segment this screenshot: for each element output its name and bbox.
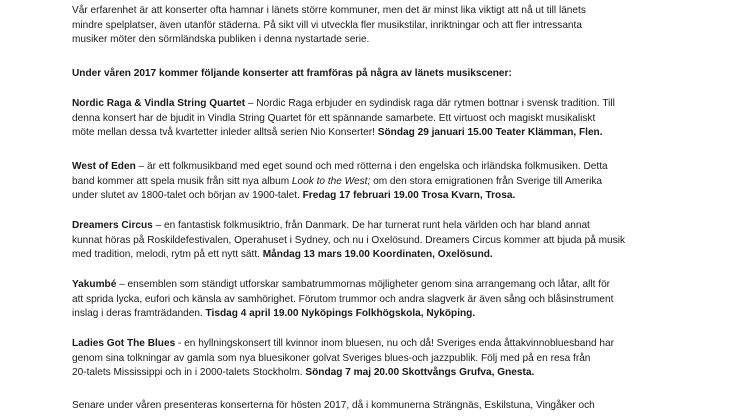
concert-description: band kommer att spela musik från sitt nya album <box>72 175 292 187</box>
concert-line <box>72 97 615 112</box>
closing-paragraph: Senare under våren presenteras konserterna för hösten 2017, då i kommunerna Strängnäs, Eskilstuna, Vingåker och <box>72 400 595 411</box>
concert-description: 20-talets Mississippi och in i 2000-talets Stockholm. <box>72 367 306 379</box>
concert-name: West of Eden <box>72 161 136 172</box>
concert-line <box>72 337 614 352</box>
concert-description: om den stora emigrationen från Sverige till Amerika <box>370 175 602 187</box>
concert-line <box>72 248 625 263</box>
concert-name: Ladies Got The Blues <box>72 338 176 349</box>
concert-description: inslag i deras framträdanden. <box>72 308 206 320</box>
intro-paragraph <box>72 4 586 48</box>
concert-description: kunnat höras på Roskildefestivalen, Operahuset i Sydney, och nu i Oxelösund. Dreamers Circus kommer att bjuda på musik <box>72 234 625 246</box>
concert-description: - en hyllningskonsert till kvinnor inom bluesen, nu och då! Sveriges enda åttakvinnobluesband har <box>175 338 614 349</box>
concert-description: – en fantastisk folkmusiktrio, från Danmark. De har turnerat runt hela världen och har bland annat <box>152 220 590 231</box>
concert-paragraph-yakumbe <box>72 278 613 322</box>
concert-date: Söndag 29 januari 15.00 Teater Klämman, Flen. <box>377 127 603 139</box>
concert-paragraph-ladies-got-the-blues <box>72 337 614 381</box>
concert-line <box>72 189 608 204</box>
intro-line: musiker möter den sörmländska publiken i denna nystartade serie. <box>72 34 370 46</box>
concert-line <box>72 175 608 190</box>
concert-description: möte mellan dessa två kvartetter inleder alltså serien Nio Konserter! <box>72 127 378 139</box>
concert-paragraph-dreamers-circus <box>72 219 625 263</box>
concert-description: denna konsert har de bjudit in Vindla String Quartet för ett spännande samarbete. Ett virtuost och magiskt musikaliskt <box>72 112 596 124</box>
concert-description: – Nordic Raga erbjuder en sydindisk raga där rytmen bottnar i svensk tradition. Till <box>245 98 615 109</box>
concert-date: Tisdag 4 april 19.00 Nyköpings Folkhögskola, Nyköping. <box>205 308 476 320</box>
concert-line <box>72 278 613 293</box>
concert-description: genom sina tolkningar av gamla som nya bluesikoner golvat Sveriges blues-och jazzpublik. Följ med på en resa från <box>72 352 591 364</box>
concert-paragraph-west-of-eden <box>72 160 608 204</box>
concert-paragraph-nordic-raga <box>72 97 615 141</box>
concert-description: – ensemblen som ständigt utforskar sambatrummornas möjligheter genom sina arrangemang och låtar, allt för <box>116 279 611 290</box>
concert-date: Fredag 17 februari 19.00 Trosa Kvarn, Trosa. <box>302 190 516 202</box>
section-heading: Under våren 2017 kommer följande konserter att framföras på några av länets musikscener: <box>72 68 512 79</box>
concert-description: under slutet av 1800-talet och början av 1900-talet. <box>72 190 303 202</box>
concert-description: – är ett folkmusikband med eget sound och med rötterna i den engelska och irländska folkmusiken. Detta <box>135 161 608 172</box>
concert-line <box>72 126 615 141</box>
concert-description: att sprida lycka, eufori och känsla av samhörighet. Förutom trummor och andra slagverk är även sång och blåsinstrument <box>72 293 614 305</box>
concert-date: Måndag 13 mars 19.00 Koordinaten, Oxelösund. <box>262 249 493 261</box>
intro-line: Vår erfarenhet är att konserter ofta hamnar i länets större kommuner, men det är minst lika viktigt att nå ut till länets <box>72 5 586 16</box>
concert-name: Nordic Raga & Vindla String Quartet <box>72 98 246 109</box>
concert-date: Söndag 7 maj 20.00 Skottvångs Grufva, Gnesta. <box>305 367 535 379</box>
concert-name: Yakumbé <box>72 279 117 290</box>
concert-description: med tradition, melodi, rytm på ett nytt sätt. <box>72 249 263 261</box>
intro-line: mindre spelplatser, även utanför städerna. På sikt vill vi utveckla fler musikstilar, inriktningar och att fler intressanta <box>72 19 582 31</box>
concert-line <box>72 160 608 175</box>
concert-line <box>72 307 613 322</box>
concert-line <box>72 366 614 381</box>
concert-name: Dreamers Circus <box>72 220 153 231</box>
album-title: Look to the West; <box>291 175 371 187</box>
concert-line <box>72 219 625 234</box>
